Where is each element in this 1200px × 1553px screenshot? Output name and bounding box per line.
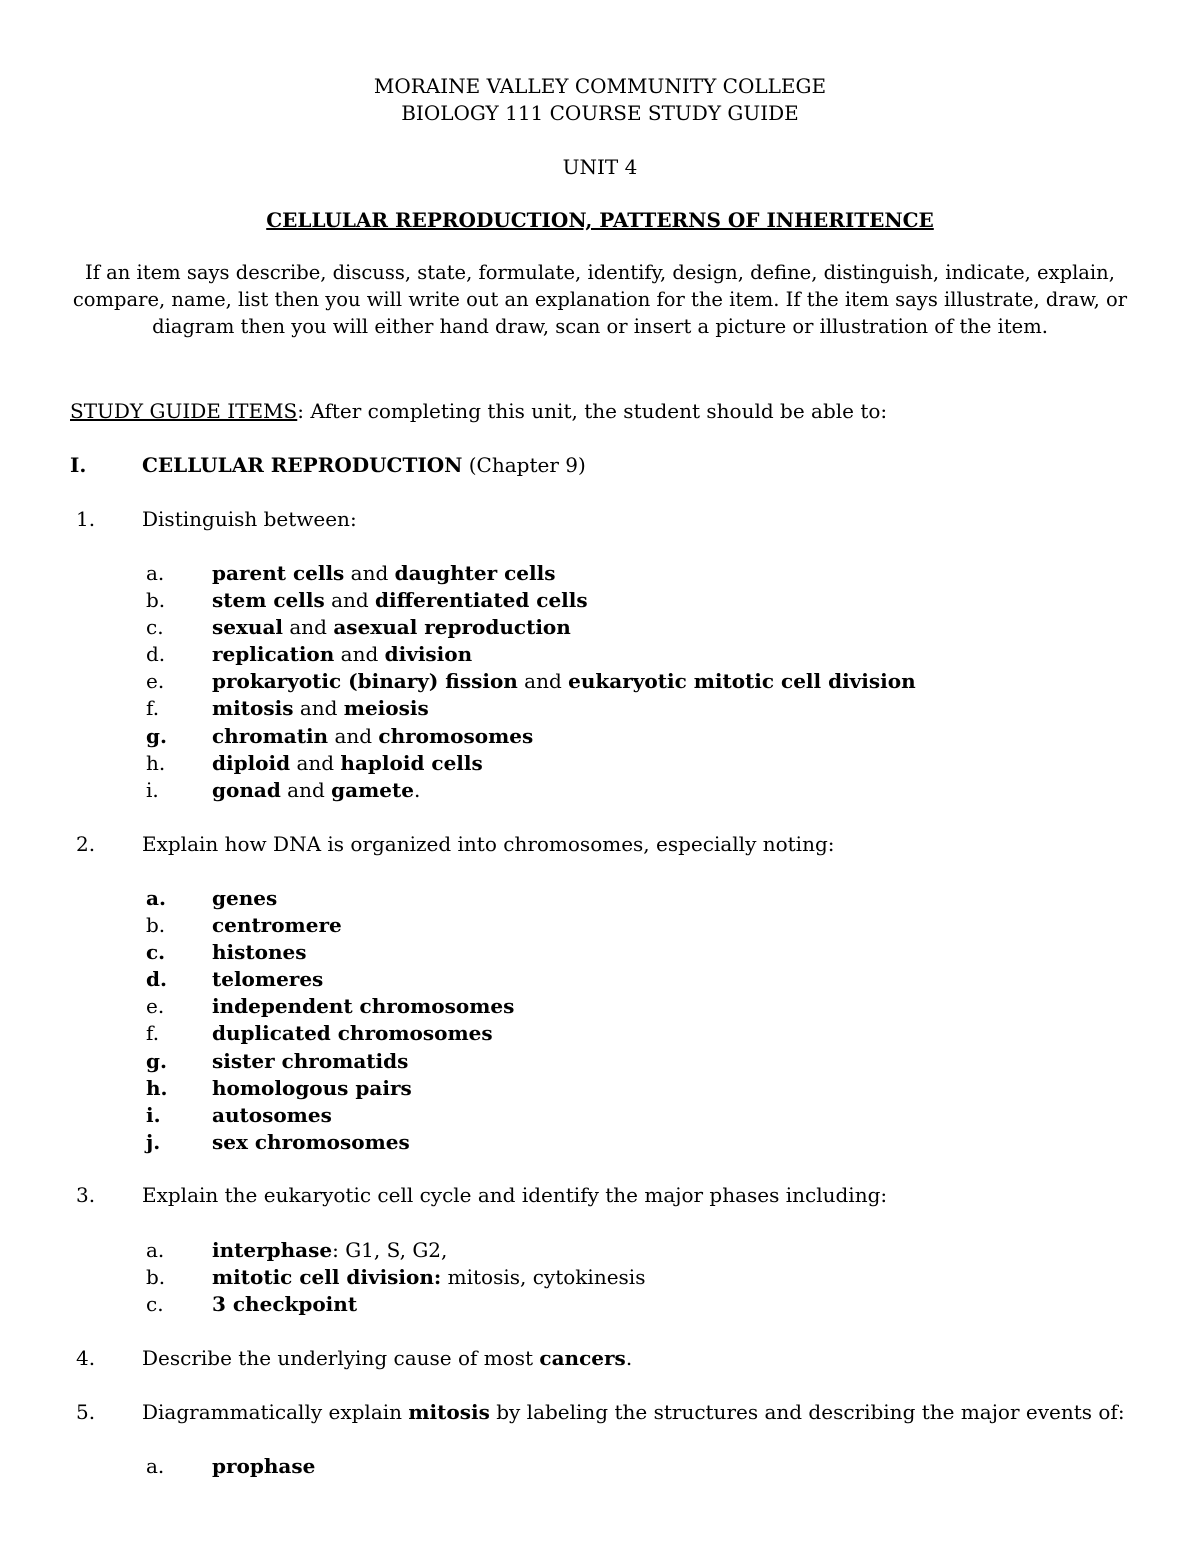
detail: mitosis, cytokinesis	[441, 1265, 646, 1289]
conjunction: and	[517, 669, 569, 693]
term: replication	[212, 642, 335, 666]
list-item	[212, 776, 420, 804]
study-guide-text: : After completing this unit, the student should be able to:	[297, 399, 888, 423]
list-item: genes	[212, 886, 278, 910]
term: differentiated cells	[375, 588, 588, 612]
sub-letter: d.	[146, 967, 167, 991]
term: stem cells	[212, 588, 325, 612]
sub-letter: c.	[146, 615, 164, 639]
sub-letter: g.	[146, 1049, 167, 1073]
list-item: homologous pairs	[212, 1076, 412, 1100]
text-part: by labeling the structures and describing the major events of:	[489, 1400, 1125, 1424]
course-title: BIOLOGY 111 COURSE STUDY GUIDE	[401, 101, 799, 125]
term: chromatin	[212, 724, 329, 748]
list-item: independent chromosomes	[212, 994, 515, 1018]
study-guide-label: STUDY GUIDE ITEMS	[70, 399, 298, 423]
list-item: prophase	[212, 1454, 316, 1478]
sub-letter: g.	[146, 724, 167, 748]
sub-letter: i.	[146, 778, 159, 802]
term: asexual reproduction	[333, 615, 571, 639]
punct: .	[413, 778, 421, 802]
section-numeral: I.	[70, 453, 87, 477]
section-title: CELLULAR REPRODUCTION	[142, 453, 463, 477]
study-guide-heading	[70, 397, 887, 425]
sub-letter: e.	[146, 994, 165, 1018]
term: chromosomes	[378, 724, 534, 748]
list-item	[212, 586, 588, 614]
sub-letter: h.	[146, 1076, 168, 1100]
term: gamete	[331, 778, 414, 802]
sub-letter: a.	[146, 1454, 165, 1478]
term: mitosis	[212, 696, 294, 720]
conjunction: and	[334, 642, 385, 666]
item-number: 3.	[76, 1183, 96, 1207]
sub-letter: a.	[146, 1238, 165, 1262]
item-text: Explain how DNA is organized into chromosomes, especially noting:	[142, 832, 835, 856]
item-number: 5.	[76, 1400, 96, 1424]
list-item	[212, 1236, 447, 1264]
list-item: centromere	[212, 913, 342, 937]
sub-letter: b.	[146, 1265, 166, 1289]
sub-letter: f.	[146, 696, 160, 720]
list-item: autosomes	[212, 1103, 332, 1127]
text-part: Describe the underlying cause of most	[142, 1346, 540, 1370]
item-number: 2.	[76, 832, 96, 856]
section-heading	[142, 451, 586, 479]
list-item: sex chromosomes	[212, 1130, 410, 1154]
sub-letter: i.	[146, 1103, 161, 1127]
term: daughter cells	[394, 561, 556, 585]
detail: : G1, S, G2,	[332, 1238, 448, 1262]
conjunction: and	[324, 588, 376, 612]
sub-letter: h.	[146, 751, 166, 775]
term: sexual	[212, 615, 284, 639]
item-text: Distinguish between:	[142, 507, 357, 531]
item-number: 4.	[76, 1346, 96, 1370]
item-number: 1.	[76, 507, 96, 531]
term: prokaryotic (binary) fission	[212, 669, 518, 693]
list-item	[212, 694, 429, 722]
punct: .	[625, 1346, 633, 1370]
term: cancers	[539, 1346, 626, 1370]
text-part: Diagrammatically explain	[142, 1400, 409, 1424]
item-text	[142, 1398, 1125, 1426]
list-item: telomeres	[212, 967, 324, 991]
term: meiosis	[343, 696, 429, 720]
item-text: Explain the eukaryotic cell cycle and identify the major phases including:	[142, 1183, 888, 1207]
section-chapter: (Chapter 9)	[462, 453, 586, 477]
sub-letter: a.	[146, 886, 166, 910]
list-item	[212, 667, 916, 695]
sub-letter: e.	[146, 669, 165, 693]
conjunction: and	[280, 778, 332, 802]
unit-label: UNIT 4	[562, 155, 638, 179]
list-item: sister chromatids	[212, 1049, 409, 1073]
sub-letter: c.	[146, 1292, 164, 1316]
item-text	[142, 1344, 632, 1372]
conjunction: and	[290, 751, 341, 775]
college-name: MORAINE VALLEY COMMUNITY COLLEGE	[373, 74, 827, 98]
list-item	[212, 613, 571, 641]
list-item	[212, 559, 555, 587]
list-item: duplicated chromosomes	[212, 1021, 493, 1045]
list-item	[212, 722, 533, 750]
term: division	[384, 642, 473, 666]
list-item	[212, 640, 472, 668]
list-item	[212, 749, 483, 777]
term: mitotic cell division:	[212, 1265, 442, 1289]
list-item	[212, 1263, 645, 1291]
conjunction: and	[344, 561, 395, 585]
term: 3 checkpoint	[212, 1292, 358, 1316]
intro-paragraph: If an item says describe, discuss, state, formulate, identify, design, define, distinguish, indicate, explain, compare, name, list then you will write out an explanation for the item. If the item says illustrate, draw, or diagram then you will either hand draw, scan or insert a picture or illustration of the item.	[72, 261, 1128, 338]
conjunction: and	[328, 724, 379, 748]
conjunction: and	[283, 615, 334, 639]
conjunction: and	[293, 696, 344, 720]
term: interphase	[212, 1238, 333, 1262]
list-item	[212, 1290, 357, 1318]
page-title: CELLULAR REPRODUCTION, PATTERNS OF INHERITENCE	[266, 208, 934, 232]
sub-letter: a.	[146, 561, 165, 585]
sub-letter: f.	[146, 1021, 160, 1045]
list-item: histones	[212, 940, 307, 964]
term: mitosis	[408, 1400, 490, 1424]
sub-letter: b.	[146, 588, 166, 612]
term: eukaryotic mitotic cell division	[568, 669, 916, 693]
sub-letter: c.	[146, 940, 166, 964]
term: haploid cells	[340, 751, 483, 775]
term: gonad	[212, 778, 281, 802]
sub-letter: j.	[146, 1130, 161, 1154]
sub-letter: d.	[146, 642, 166, 666]
term: parent cells	[212, 561, 345, 585]
sub-letter: b.	[146, 913, 166, 937]
term: diploid	[212, 751, 291, 775]
